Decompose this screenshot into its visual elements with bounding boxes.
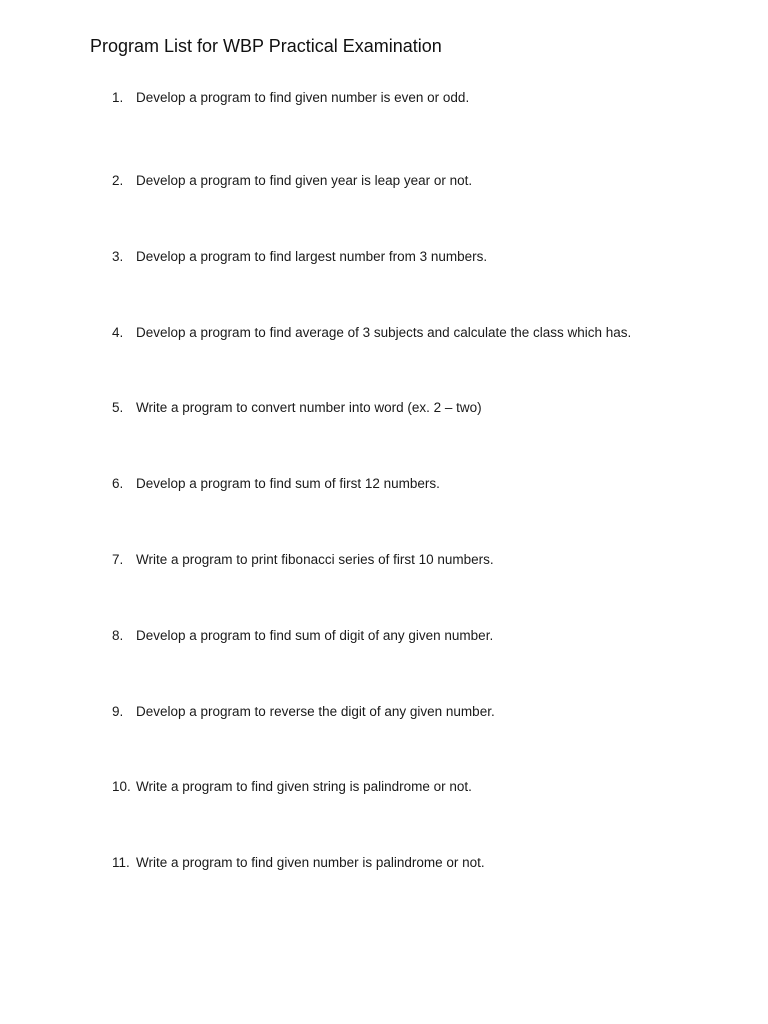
list-item — [112, 627, 493, 645]
item-text: Develop a program to find largest number from 3 numbers. — [136, 249, 488, 264]
item-text: Develop a program to find sum of first 12 numbers. — [136, 476, 440, 491]
list-item — [112, 248, 487, 266]
page-title: Program List for WBP Practical Examination — [90, 36, 442, 56]
list-item — [112, 854, 485, 872]
list-item — [112, 778, 472, 796]
item-number: 3. — [112, 249, 124, 264]
item-number: 8. — [112, 628, 124, 643]
item-text: Develop a program to find average of 3 subjects and calculate the class which has. — [136, 325, 632, 340]
item-number: 7. — [112, 552, 124, 567]
list-item — [112, 172, 472, 190]
item-number: 2. — [112, 173, 124, 188]
item-number: 6. — [112, 476, 124, 491]
list-item — [112, 475, 440, 493]
item-number: 11. — [112, 855, 130, 870]
list-item — [112, 324, 631, 342]
item-text: Develop a program to find sum of digit of any given number. — [136, 628, 494, 643]
list-item — [112, 399, 482, 417]
item-number: 4. — [112, 325, 124, 340]
item-text: Develop a program to find given year is leap year or not. — [136, 173, 473, 188]
item-text: Write a program to convert number into word (ex. 2 – two) — [136, 400, 482, 415]
item-number: 5. — [112, 400, 124, 415]
item-number: 9. — [112, 704, 124, 719]
list-item — [112, 89, 469, 107]
item-text: Write a program to find given number is palindrome or not. — [136, 855, 485, 870]
item-text: Develop a program to find given number is even or odd. — [136, 90, 470, 105]
item-number: 1. — [112, 90, 124, 105]
list-item — [112, 703, 495, 721]
item-text: Write a program to print fibonacci series of first 10 numbers. — [136, 552, 494, 567]
list-item — [112, 551, 494, 569]
item-text: Write a program to find given string is palindrome or not. — [136, 779, 472, 794]
item-text: Develop a program to reverse the digit of any given number. — [136, 704, 495, 719]
item-number: 10. — [112, 779, 131, 794]
